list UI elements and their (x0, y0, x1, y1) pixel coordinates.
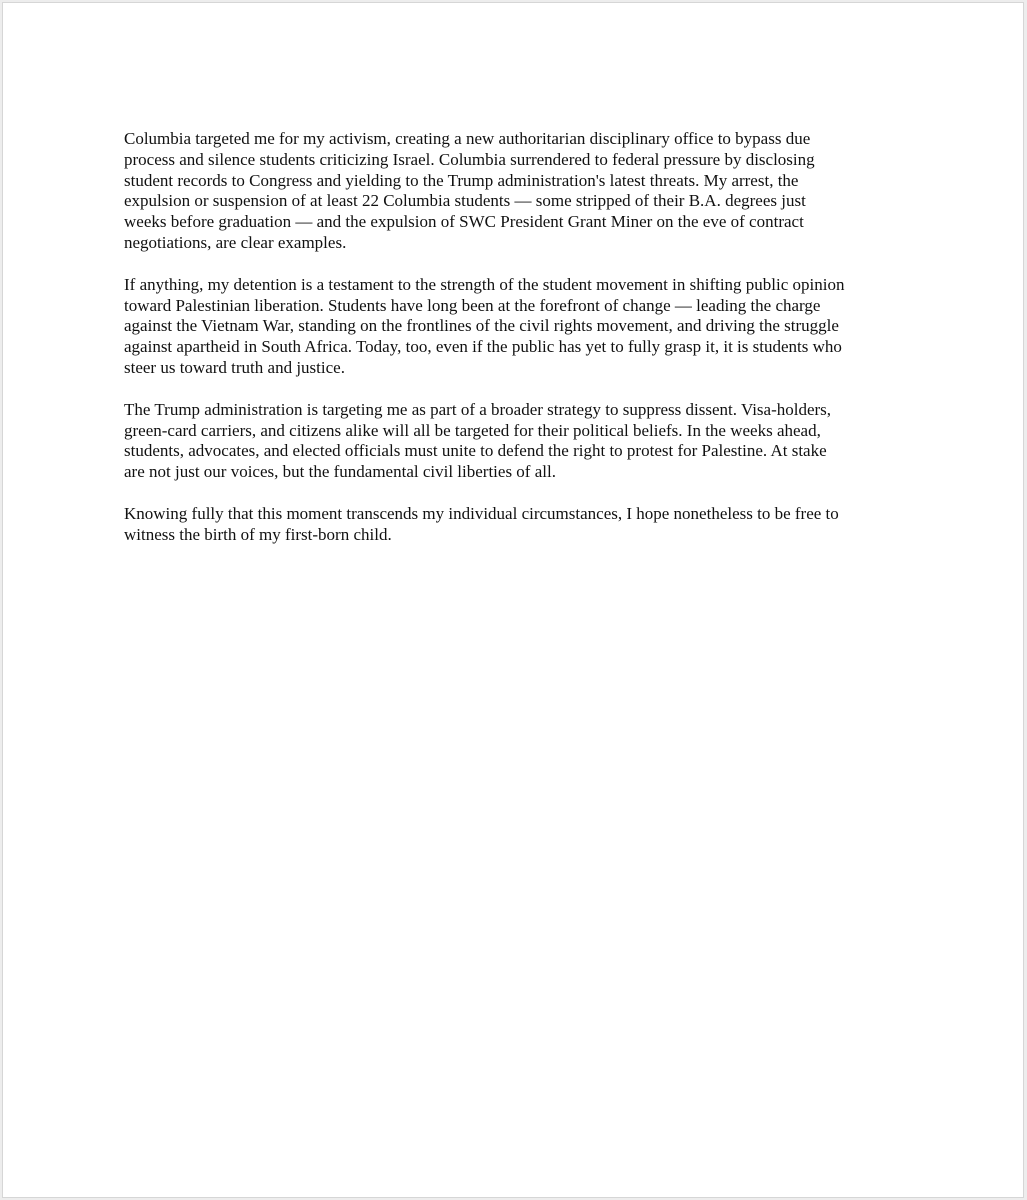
document-body (124, 129, 914, 567)
document-page (2, 2, 1024, 1198)
paragraph-3: The Trump administration is targeting me as part of a broader strategy to suppress dissent. Visa-holders, green-card carriers, and citizens alike will all be targeted for their political beliefs. In the weeks ahead, students, advocates, and elected officials must unite to defend the right to protest for Palestine. At stake are not just our voices, but the fundamental civil liberties of all. (124, 399, 832, 482)
paragraph-4: Knowing fully that this moment transcends my individual circumstances, I hope nonetheless to be free to witness the birth of my first-born child. (124, 503, 839, 544)
paragraph-2: If anything, my detention is a testament to the strength of the student movement in shifting public opinion toward Palestinian liberation. Students have long been at the forefront of change — leading the charge against the Vietnam War, standing on the frontlines of the civil rights movement, and driving the struggle against apartheid in South Africa. Today, too, even if the public has yet to fully grasp it, it is students who steer us toward truth and justice. (124, 274, 845, 377)
paragraph-1: Columbia targeted me for my activism, creating a new authoritarian disciplinary office to bypass due process and silence students criticizing Israel. Columbia surrendered to federal pressure by disclosing student records to Congress and yielding to the Trump administration's latest threats. My arrest, the expulsion or suspension of at least 22 Columbia students — some stripped of their B.A. degrees just weeks before graduation — and the expulsion of SWC President Grant Miner on the eve of contract negotiations, are clear examples. (124, 129, 815, 252)
